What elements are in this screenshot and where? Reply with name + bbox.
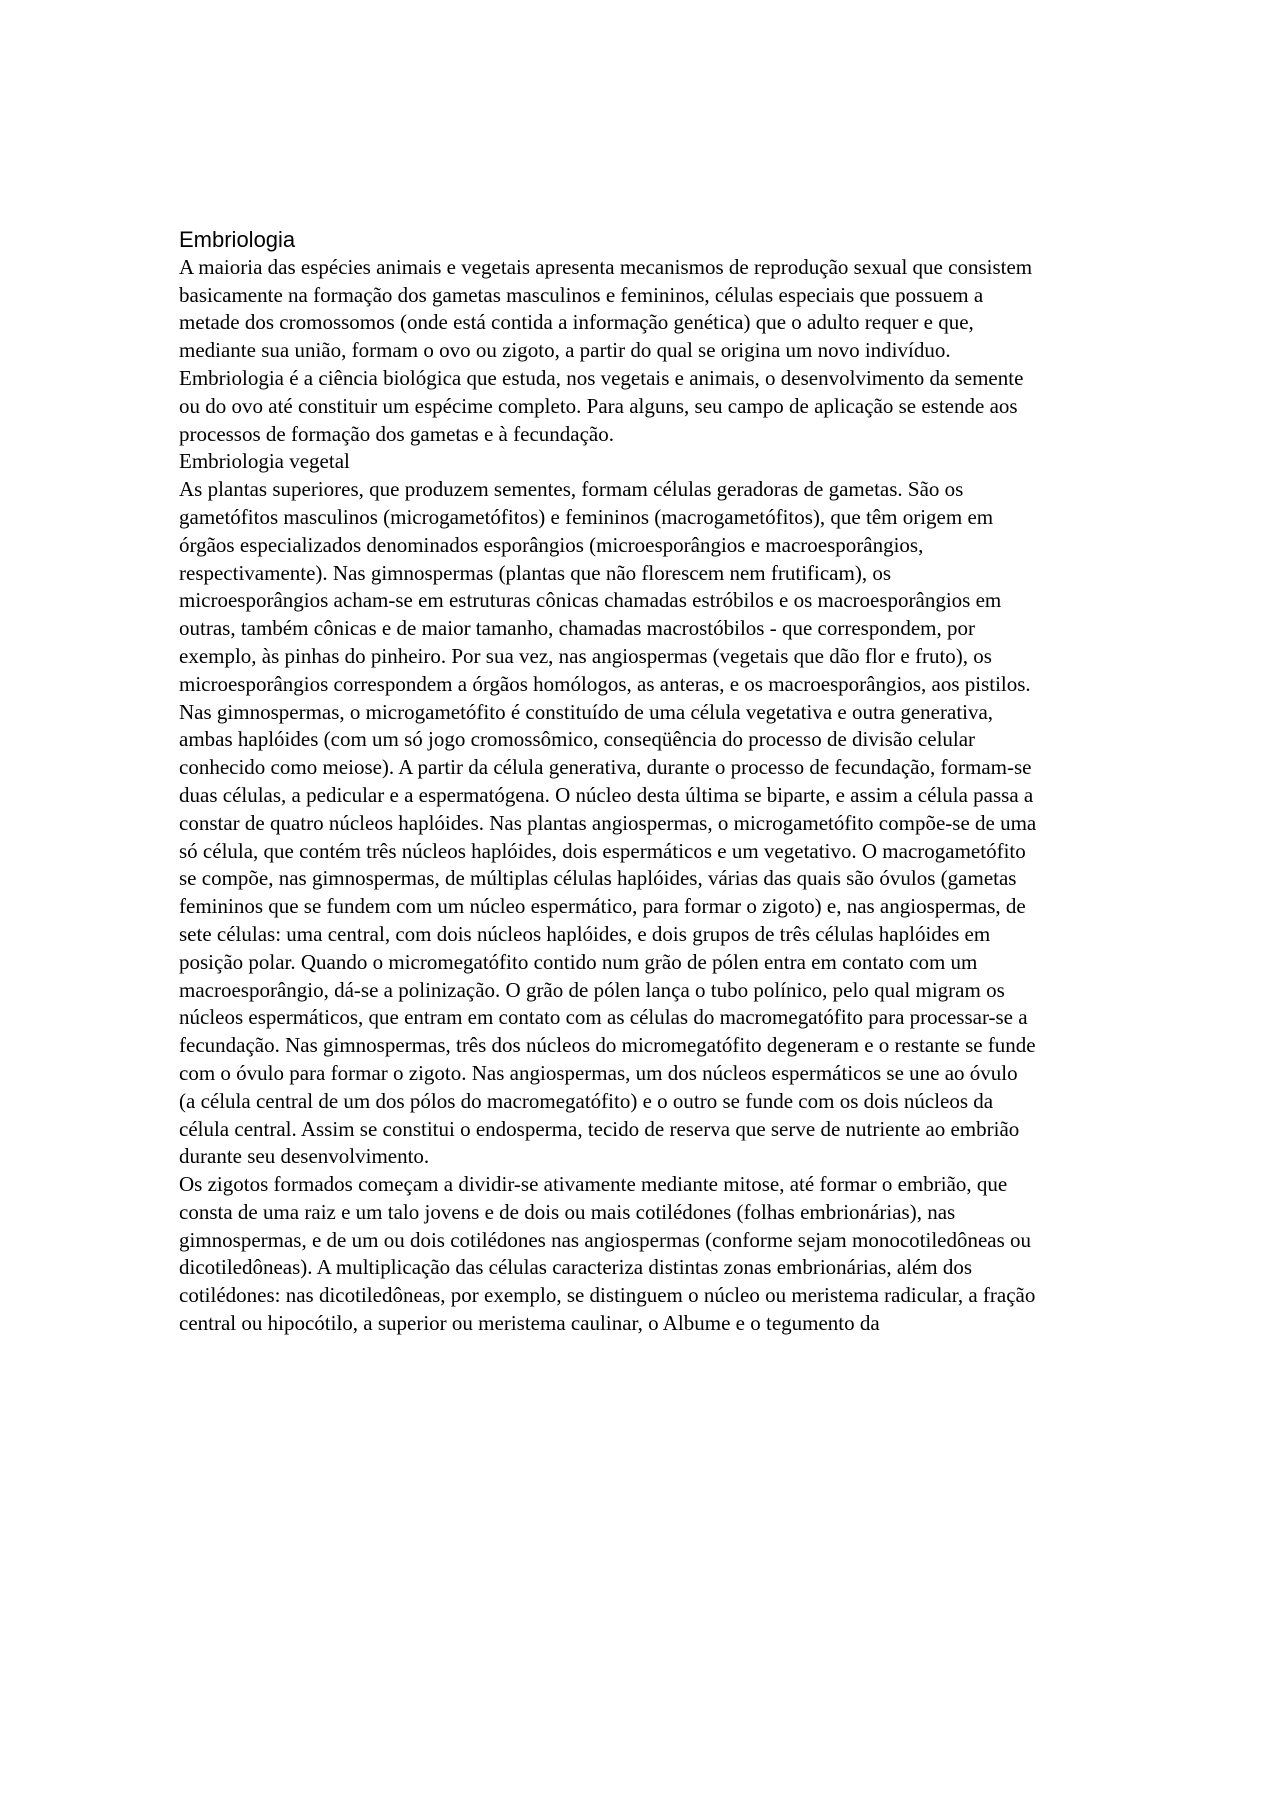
- paragraph: Nas gimnospermas, o microgametófito é constituído de uma célula vegetativa e outra generativa, ambas haplóides (com um só jogo cromossômico, conseqüência do processo de divisão celular conhecido como meiose). A partir da célula generativa, durante o processo de fecundação, formam-se duas células, a pedicular e a espermatógena. O núcleo desta última se biparte, e assim a célula passa a constar de quatro núcleos haplóides. Nas plantas angiospermas, o microgametófito compõe-se de uma só célula, que contém três núcleos haplóides, dois espermáticos e um vegetativo. O macrogametófito se compõe, nas gimnospermas, de múltiplas células haplóides, várias das quais são óvulos (gametas femininos que se fundem com um núcleo espermático, para formar o zigoto) e, nas angiospermas, de sete células: uma central, com dois núcleos haplóides, e dois grupos de três células haplóides em posição polar. Quando o micromegatófito contido num grão de pólen entra em contato com um macroesporângio, dá-se a polinização. O grão de pólen lança o tubo polínico, pelo qual migram os núcleos espermáticos, que entram em contato com as células do macromegatófito para processar-se a fecundação. Nas gimnospermas, três dos núcleos do micromegatófito degeneram e o restante se funde com o óvulo para formar o zigoto. Nas angiospermas, um dos núcleos espermáticos se une ao óvulo (a célula central de um dos pólos do macromegatófito) e o outro se funde com os dois núcleos da célula central. Assim se constitui o endosperma, tecido de reserva que serve de nutriente ao embrião durante seu desenvolvimento.: [179, 699, 1037, 1169]
- document-body: [179, 226, 1039, 1338]
- paragraph: Embriologia é a ciência biológica que estuda, nos vegetais e animais, o desenvolvimento da semente ou do ovo até constituir um espécime completo. Para alguns, seu campo de aplicação se estende aos processos de formação dos gametas e à fecundação.: [179, 365, 1024, 446]
- document-title: Embriologia: [179, 227, 296, 252]
- paragraph: Os zigotos formados começam a dividir-se ativamente mediante mitose, até formar o embrião, que consta de uma raiz e um talo jovens e de dois ou mais cotilédones (folhas embrionárias), nas gimnospermas, e de um ou dois cotilédones nas angiospermas (conforme sejam monocotiledôneas ou dicotiledôneas). A multiplicação das células caracteriza distintas zonas embrionárias, além dos cotilédones: nas dicotiledôneas, por exemplo, se distinguem o núcleo ou meristema radicular, a fração central ou hipocótilo, a superior ou meristema caulinar, o Albume e o tegumento da: [179, 1172, 1036, 1336]
- paragraph: As plantas superiores, que produzem sementes, formam células geradoras de gametas. São os gametófitos masculinos (microgametófitos) e femininos (macrogametófitos), que têm origem em órgãos especializados denominados esporângios (microesporângios e macroesporângios, respectivamente). Nas gimnospermas (plantas que não florescem nem frutificam), os microesporângios acham-se em estruturas cônicas chamadas estróbilos e os macroesporângios em outras, também cônicas e de maior tamanho, chamadas macrostóbilos - que correspondem, por exemplo, às pinhas do pinheiro. Por sua vez, nas angiospermas (vegetais que dão flor e fruto), os microesporângios correspondem a órgãos homólogos, as anteras, e os macroesporângios, aos pistilos.: [179, 477, 1031, 696]
- paragraph: A maioria das espécies animais e vegetais apresenta mecanismos de reprodução sexual que consistem basicamente na formação dos gametas masculinos e femininos, células especiais que possuem a metade dos cromossomos (onde está contida a informação genética) que o adulto requer e que, mediante sua união, formam o ovo ou zigoto, a partir do qual se origina um novo indivíduo.: [179, 254, 1033, 363]
- section-title: Embriologia vegetal: [179, 449, 350, 474]
